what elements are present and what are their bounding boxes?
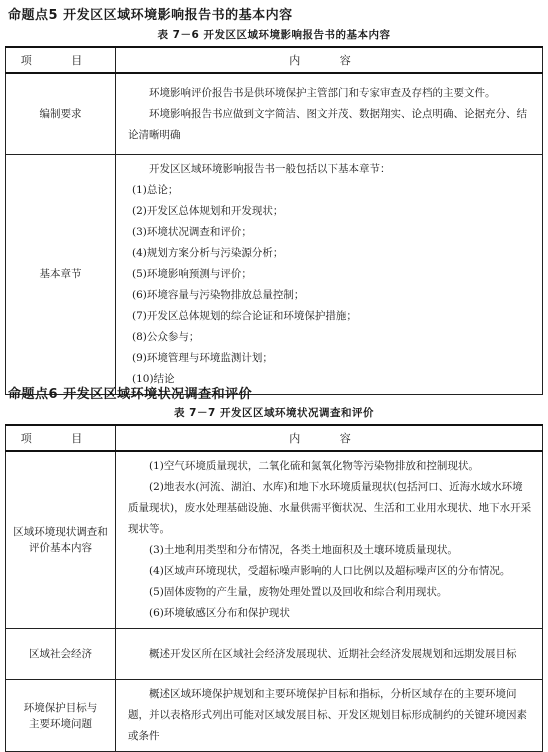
header-item: 项 目 bbox=[6, 425, 116, 451]
list-item: (4)规划方案分析与污染源分析； bbox=[132, 247, 284, 259]
list-item: (5)环境影响预测与评价； bbox=[132, 268, 252, 280]
row-label: 环境保护目标与 主要环境问题 bbox=[6, 680, 116, 752]
table-header-row bbox=[6, 425, 543, 451]
row-content bbox=[116, 155, 543, 395]
row-content bbox=[116, 73, 543, 155]
list-item: (6)环境容量与污染物排放总量控制； bbox=[132, 289, 305, 301]
table-caption-7-7: 表 7－7 开发区区域环境状况调查和评价 bbox=[174, 407, 374, 419]
table-row bbox=[6, 73, 543, 155]
section-heading-6: 命题点6 开发区区域环境状况调查和评价 bbox=[8, 387, 253, 402]
list-item: (9)环境管理与环境监测计划； bbox=[132, 352, 273, 364]
list-item: (5)固体废物的产生量，废物处理处置以及回收和综合利用现状。 bbox=[149, 586, 448, 598]
table-7-7 bbox=[5, 424, 543, 752]
paragraph: 环境影响报告书应做到文字简洁、图文并茂、数据翔实、论点明确、论据充分、结论清晰明确 bbox=[128, 107, 527, 141]
list-item: (4)区域声环境现状，受超标噪声影响的人口比例以及超标噪声区的分布情况。 bbox=[149, 565, 511, 577]
row-label: 区域环境现状调查和 评价基本内容 bbox=[6, 451, 116, 629]
row-label: 基本章节 bbox=[6, 155, 116, 395]
table-row bbox=[6, 451, 543, 629]
list-item: (1)空气环境质量现状，二氧化硫和氮氧化物等污染物排放和控制现状。 bbox=[149, 460, 479, 472]
paragraph: 概述开发区所在区域社会经济发展现状、近期社会经济发展规划和远期发展目标 bbox=[149, 647, 517, 660]
row-content bbox=[116, 680, 543, 752]
table-row bbox=[6, 680, 543, 752]
list-item: (10)结论 bbox=[132, 373, 175, 385]
table-caption-7-6: 表 7－6 开发区区域环境影响报告书的基本内容 bbox=[157, 29, 391, 41]
list-item: (3)环境状况调查和评价； bbox=[132, 226, 252, 238]
list-item: (2)开发区总体规划和开发现状； bbox=[132, 205, 284, 217]
row-content bbox=[116, 629, 543, 680]
header-item: 项 目 bbox=[6, 47, 116, 73]
table-row bbox=[6, 629, 543, 680]
list-item: (1)总论； bbox=[132, 184, 179, 196]
paragraph: 概述区域环境保护规划和主要环境保护目标和指标，分析区域存在的主要环境问题，并以表格形式列出可能对区域发展目标、开发区规划目标形成制约的关键环境因素或条件 bbox=[128, 688, 527, 742]
row-label: 区域社会经济 bbox=[6, 629, 116, 680]
row-content bbox=[116, 451, 543, 629]
row-label: 编制要求 bbox=[6, 73, 116, 155]
list-item: (8)公众参与； bbox=[132, 331, 200, 343]
table-row bbox=[6, 155, 543, 395]
paragraph: 开发区区域环境影响报告书一般包括以下基本章节： bbox=[149, 163, 391, 175]
section-heading-5: 命题点5 开发区区域环境影响报告书的基本内容 bbox=[8, 8, 293, 23]
list-item: (3)土地利用类型和分布情况，各类土地面积及土壤环境质量现状。 bbox=[149, 544, 458, 556]
list-item: (2)地表水(河流、湖泊、水库)和地下水环境质量现状(包括河口、近海水域水环境质量现状)，废水处理基础设施、水量供需平衡状况、生活和工业用水现状、地下水开采现状等。 bbox=[128, 481, 532, 535]
paragraph: 环境影响评价报告书是供环境保护主管部门和专家审查及存档的主要文件。 bbox=[149, 86, 496, 99]
list-item: (6)环境敏感区分布和保护现状 bbox=[149, 607, 290, 619]
header-content: 内 容 bbox=[116, 425, 543, 451]
table-header-row bbox=[6, 47, 543, 73]
list-item: (7)开发区总体规划的综合论证和环境保护措施； bbox=[132, 310, 357, 322]
header-content: 内 容 bbox=[116, 47, 543, 73]
table-7-6 bbox=[5, 46, 543, 395]
